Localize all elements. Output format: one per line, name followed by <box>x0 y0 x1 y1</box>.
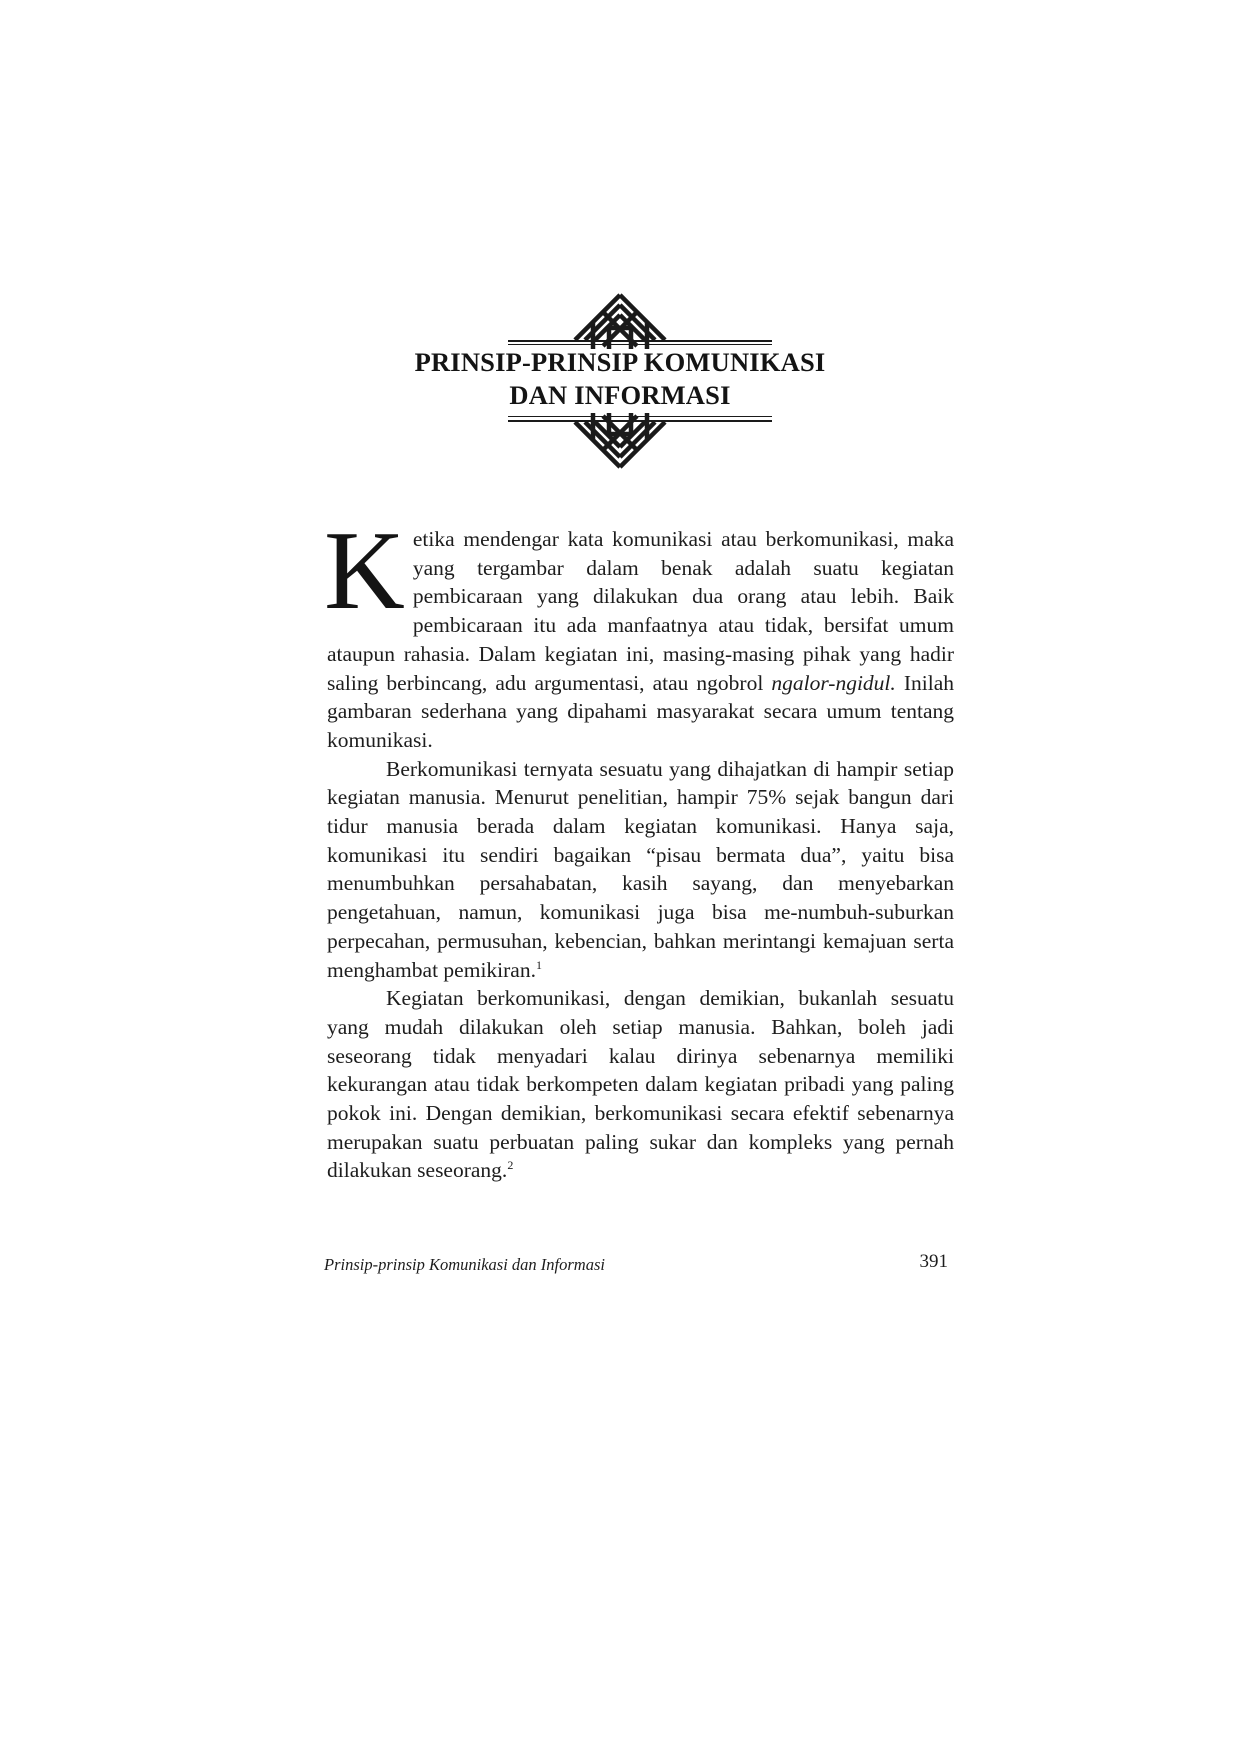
geometric-knot-ornament-icon <box>573 293 667 351</box>
chapter-title <box>380 346 860 412</box>
paragraph-2 <box>327 755 954 985</box>
italic-term: ngalor-ngidul. <box>771 670 896 695</box>
drop-cap: K <box>324 509 405 633</box>
footnote-ref-1[interactable]: 1 <box>535 957 542 972</box>
title-rule-top-thin <box>508 344 772 345</box>
chapter-title-line-1: PRINSIP-PRINSIP KOMUNIKASI <box>414 347 826 377</box>
paragraph-1-tail: Inilah gambaran sederhana yang dipahami masyarakat secara umum tentang komunikasi. <box>327 670 954 752</box>
geometric-knot-ornament-icon <box>573 411 667 469</box>
chapter-body <box>324 509 954 1185</box>
running-footer-title: Prinsip-prinsip Komunikasi dan Informasi <box>324 1255 605 1274</box>
paragraph-1 <box>324 509 954 755</box>
paragraph-1-lead: etika mendengar kata komunikasi atau berkomunikasi, maka yang tergambar dalam benak adalah suatu kegiatan pembicaraan yang dilakukan dua orang atau lebih. Baik pembicaraan itu ada manfaatnya atau tidak, bersifat umum ataupun rahasia. Dalam kegiatan ini, masing-masing pihak yang hadir saling berbincang, adu argumentasi, atau ngobrol <box>327 527 954 695</box>
title-rule-top <box>508 340 772 342</box>
paragraph-3-text: Kegiatan berkomunikasi, dengan demikian, bukanlah sesuatu yang mudah dilakukan oleh setiap manusia. Bahkan, boleh jadi seseorang tidak menyadari kalau dirinya sebenarnya memiliki kekurangan atau tidak berkompeten dalam kegiatan pribadi yang paling pokok ini. Dengan demikian, berkomunikasi secara efektif sebenarnya merupakan suatu perbuatan paling sukar dan kompleks yang pernah dilakukan seseorang. <box>327 986 954 1183</box>
chapter-title-line-2: DAN INFORMASI <box>509 380 731 410</box>
footnote-ref-2[interactable]: 2 <box>507 1158 514 1173</box>
paragraph-2-text: Berkomunikasi ternyata sesuatu yang dihajatkan di hampir setiap kegiatan manusia. Menurut penelitian, hampir 75% sejak bangun dari tidur manusia berada dalam kegiatan komunikasi. Hanya saja, komunikasi itu sendiri bagaikan “pisau bermata dua”, yaitu bisa menumbuhkan persahabatan, kasih sayang, dan menyebarkan pengetahuan, namun, komunikasi juga bisa me-numbuh-suburkan perpecahan, permusuhan, kebencian, bahkan merintangi kemajuan serta menghambat pemikiran. <box>327 756 954 982</box>
page-number: 391 <box>919 1251 948 1272</box>
paragraph-3 <box>327 984 954 1185</box>
